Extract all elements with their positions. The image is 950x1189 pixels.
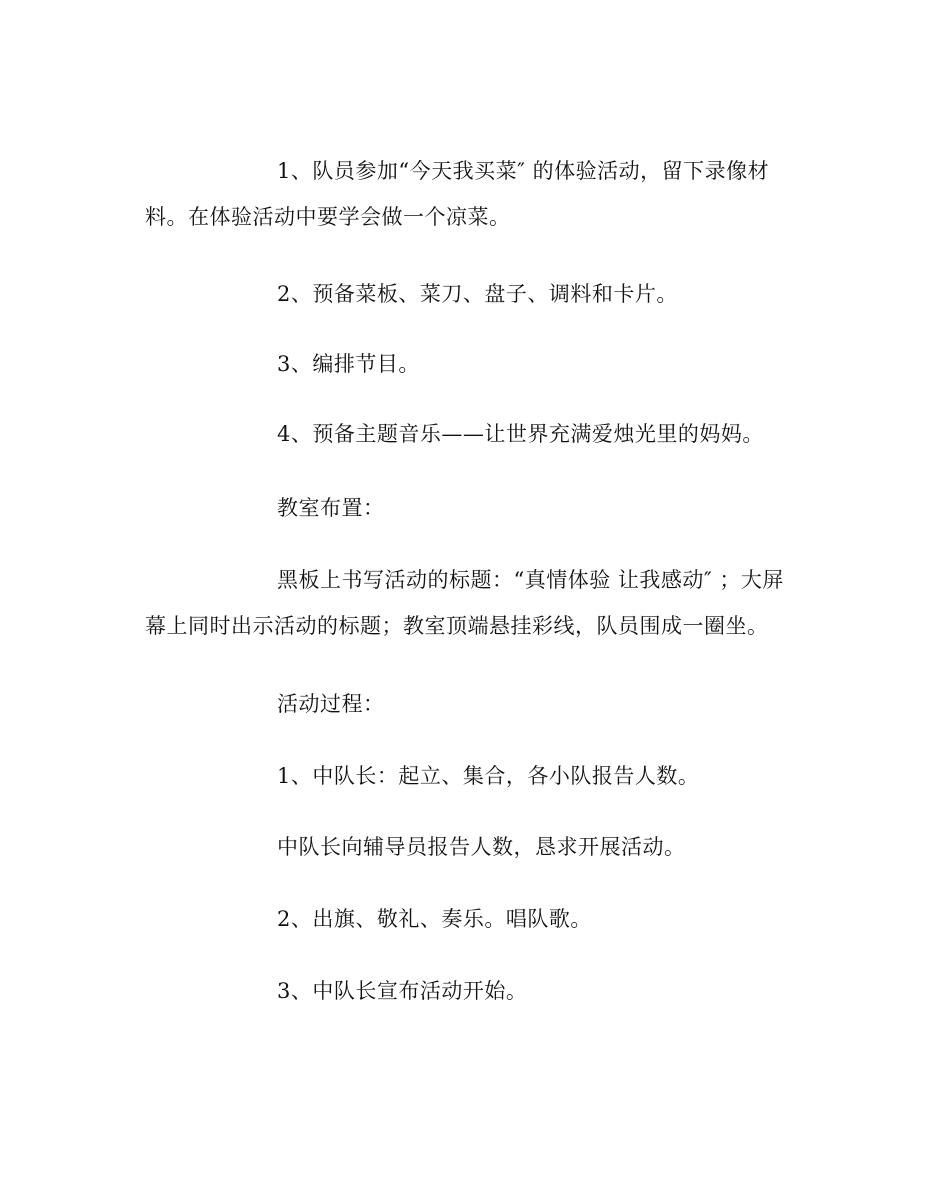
- paragraph-process-report: 中队长向辅导员报告人数，恳求开展活动。: [277, 835, 686, 859]
- heading-activity-process: 活动过程：: [277, 692, 385, 716]
- paragraph-process-3: 3、中队长宣布活动开始。: [277, 979, 528, 1003]
- paragraph-preparation-2: 2、预备菜板、菜刀、盘子、调料和卡片。: [277, 282, 678, 306]
- paragraph-preparation-3: 3、编排节目。: [277, 352, 420, 376]
- heading-classroom-setup: 教室布置：: [277, 496, 385, 520]
- paragraph-preparation-4: 4、预备主题音乐——让世界充满爱烛光里的妈妈。: [277, 422, 764, 446]
- paragraph-preparation-1: 1、队员参加“今天我买菜″ 的体验活动，留下录像材料。在体验活动中要学会做一个凉菜。: [145, 159, 770, 229]
- paragraph-classroom-setup: 黑板上书写活动的标题：“真情体验 让我感动″ ；大屏幕上同时出示活动的标题；教室顶端悬挂彩线，队员围成一圈坐。: [145, 568, 784, 638]
- paragraph-process-2: 2、出旗、敬礼、奏乐。唱队歌。: [277, 907, 592, 931]
- paragraph-process-1: 1、中队长：起立、集合，各小队报告人数。: [277, 764, 700, 788]
